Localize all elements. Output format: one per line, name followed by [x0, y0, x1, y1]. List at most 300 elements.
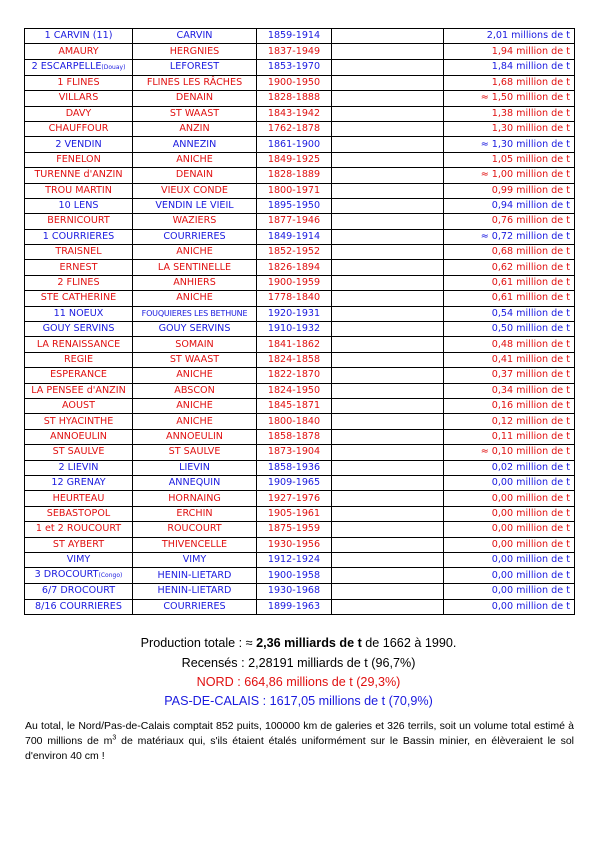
table-row — [25, 352, 575, 367]
pit-name-cell-text: CHAUFFOUR — [48, 123, 109, 135]
period-cell-text: 1852-1952 — [267, 246, 321, 258]
commune-cell — [133, 214, 257, 229]
pit-name-cell — [25, 398, 133, 413]
production-cell — [444, 44, 575, 59]
period-cell-text: 1845-1871 — [267, 400, 321, 412]
production-cell — [444, 121, 575, 136]
pit-name-cell-text: SEBASTOPOL — [46, 507, 111, 519]
cubic-superscript: 3 — [112, 734, 117, 742]
pit-name-cell-text: VIMY — [66, 554, 91, 566]
pit-name-cell — [25, 322, 133, 337]
commune-cell — [133, 506, 257, 521]
empty-cell — [332, 429, 444, 444]
production-cell — [444, 214, 575, 229]
production-cell-text: 0,00 million de t — [491, 585, 570, 597]
period-cell — [257, 229, 332, 244]
production-cell-text: 0,41 million de t — [491, 354, 570, 365]
pit-name-cell — [25, 306, 133, 321]
commune-cell — [133, 398, 257, 413]
period-cell — [257, 368, 332, 383]
commune-cell-text: THIVENCELLE — [161, 538, 228, 550]
pit-name-cell-text: TRAISNEL — [55, 246, 102, 258]
pit-name-cell-text: HEURTEAU — [52, 492, 105, 504]
period-cell-text: 1930-1968 — [267, 585, 321, 597]
pit-name-cell-text: ST AYBERT — [52, 538, 105, 550]
commune-cell-text: ANICHE — [176, 400, 213, 412]
production-cell-text: 0,99 million de t — [491, 184, 570, 196]
period-cell — [257, 275, 332, 290]
production-cell-text: 0,00 million de t — [491, 492, 570, 504]
table-row — [25, 337, 575, 352]
pit-name-cell-text: TURENNE d'ANZIN — [34, 169, 123, 181]
production-cell — [444, 322, 575, 337]
pit-name-cell — [25, 506, 133, 521]
commune-cell — [133, 491, 257, 506]
commune-cell-text: DENAIN — [175, 169, 214, 181]
production-cell — [444, 291, 575, 306]
period-cell-text: 1822-1870 — [267, 369, 321, 381]
pit-name-cell-text: LA RENAISSANCE — [36, 338, 121, 350]
production-cell-text: 0,02 million de t — [491, 461, 570, 473]
pit-name-cell — [25, 460, 133, 475]
commune-cell-text: SOMAIN — [175, 338, 214, 350]
empty-cell — [332, 121, 444, 136]
table-row — [25, 75, 575, 90]
table-row — [25, 522, 575, 537]
period-cell-text: 1899-1963 — [267, 600, 321, 612]
table-row — [25, 91, 575, 106]
production-cell-text: 0,50 million de t — [491, 323, 570, 335]
empty-cell — [332, 106, 444, 121]
period-cell — [257, 44, 332, 59]
production-cell — [444, 584, 575, 599]
production-cell — [444, 229, 575, 244]
empty-cell — [332, 245, 444, 260]
commune-cell-text: ANHIERS — [173, 277, 216, 289]
pit-name-cell — [25, 414, 133, 429]
production-cell-text: 0,00 million de t — [491, 538, 570, 550]
commune-cell — [133, 291, 257, 306]
period-cell-text: 1877-1946 — [267, 215, 321, 227]
pit-name-cell — [25, 75, 133, 90]
period-cell — [257, 398, 332, 413]
table-row — [25, 198, 575, 213]
empty-cell — [332, 475, 444, 490]
period-cell-text: 1905-1961 — [267, 507, 321, 519]
commune-cell — [133, 475, 257, 490]
commune-cell — [133, 429, 257, 444]
empty-cell — [332, 260, 444, 275]
production-cell-text: 0,00 million de t — [491, 523, 570, 535]
period-cell-text: 1912-1924 — [267, 554, 321, 566]
empty-cell — [332, 491, 444, 506]
production-cell-text: ≈ 0,72 million de t — [480, 230, 570, 242]
table-row — [25, 152, 575, 167]
mine-table-body — [25, 29, 575, 615]
empty-cell — [332, 29, 444, 44]
table-row — [25, 121, 575, 136]
period-cell — [257, 584, 332, 599]
pit-name-cell-text: AOUST — [62, 400, 95, 412]
period-cell-text: 1927-1976 — [267, 492, 321, 504]
table-row — [25, 368, 575, 383]
pit-name-cell — [25, 337, 133, 352]
commune-cell — [133, 599, 257, 614]
pit-name-cell-text: STE CATHERINE — [40, 292, 117, 304]
pit-name-cell — [25, 137, 133, 152]
pit-name-cell — [25, 198, 133, 213]
pit-name-cell-text: 11 NOEUX — [53, 307, 104, 319]
pit-name-cell — [25, 291, 133, 306]
period-cell — [257, 260, 332, 275]
period-cell — [257, 183, 332, 198]
period-cell-text: 1849-1914 — [267, 230, 321, 242]
commune-cell-text: CARVIN — [176, 30, 213, 42]
commune-cell-text: ST SAULVE — [168, 446, 221, 458]
pit-name-cell — [25, 584, 133, 599]
production-cell — [444, 183, 575, 198]
production-cell-text: 0,00 million de t — [491, 477, 570, 489]
period-cell — [257, 522, 332, 537]
table-row — [25, 59, 575, 75]
table-row — [25, 291, 575, 306]
pit-name-cell — [25, 59, 133, 75]
production-cell — [444, 137, 575, 152]
commune-cell-text: COURRIERES — [163, 600, 226, 612]
empty-cell — [332, 460, 444, 475]
pit-name-cell — [25, 352, 133, 367]
period-cell-text: 1853-1970 — [267, 61, 321, 73]
table-row — [25, 44, 575, 59]
table-row — [25, 245, 575, 260]
empty-cell — [332, 59, 444, 75]
commune-cell — [133, 168, 257, 183]
table-row — [25, 260, 575, 275]
commune-cell-text: ANICHE — [176, 292, 213, 304]
period-cell — [257, 552, 332, 567]
commune-cell-text: LEFOREST — [169, 61, 220, 73]
commune-cell — [133, 121, 257, 136]
period-cell — [257, 121, 332, 136]
pit-name-cell-text: ESPERANCE — [50, 369, 107, 381]
commune-cell — [133, 75, 257, 90]
production-cell — [444, 599, 575, 614]
pit-name-cell — [25, 168, 133, 183]
pit-name-cell — [25, 275, 133, 290]
empty-cell — [332, 552, 444, 567]
production-cell — [444, 506, 575, 521]
total-production-line — [0, 635, 597, 651]
commune-cell-text: WAZIERS — [172, 215, 217, 227]
pit-name-cell-text: 1 CARVIN (11) — [44, 30, 113, 42]
period-cell-text: 1841-1862 — [267, 338, 321, 350]
period-cell-text: 1875-1959 — [267, 523, 321, 535]
period-cell — [257, 198, 332, 213]
production-cell — [444, 198, 575, 213]
commune-cell — [133, 91, 257, 106]
commune-cell-text: ANICHE — [176, 369, 213, 381]
pit-name-cell — [25, 183, 133, 198]
period-cell — [257, 75, 332, 90]
table-row — [25, 568, 575, 584]
empty-cell — [332, 214, 444, 229]
pit-name-cell-text: DAVY — [65, 107, 92, 119]
commune-cell-text: HORNAING — [168, 492, 221, 504]
production-cell-text: 0,34 million de t — [491, 384, 570, 396]
table-row — [25, 106, 575, 121]
commune-cell — [133, 460, 257, 475]
empty-cell — [332, 368, 444, 383]
empty-cell — [332, 44, 444, 59]
empty-cell — [332, 383, 444, 398]
pit-name-cell — [25, 445, 133, 460]
commune-cell-text: ANNEQUIN — [168, 477, 221, 489]
table-row — [25, 460, 575, 475]
pit-name-cell — [25, 599, 133, 614]
pit-name-cell-text: ANNOEULIN — [50, 430, 107, 442]
pit-name-cell-text: ST SAULVE — [52, 446, 105, 458]
table-row — [25, 552, 575, 567]
table-row — [25, 322, 575, 337]
pit-name-cell — [25, 383, 133, 398]
pit-name-cell-text: REGIE — [63, 354, 94, 365]
period-cell — [257, 291, 332, 306]
production-cell-text: 1,38 million de t — [491, 107, 570, 119]
period-cell — [257, 429, 332, 444]
table-row — [25, 137, 575, 152]
pit-name-cell — [25, 260, 133, 275]
table-row — [25, 584, 575, 599]
production-cell-text: 0,00 million de t — [491, 507, 570, 519]
commune-cell — [133, 198, 257, 213]
table-row — [25, 29, 575, 44]
table-row — [25, 214, 575, 229]
commune-cell — [133, 352, 257, 367]
period-cell — [257, 152, 332, 167]
table-row — [25, 445, 575, 460]
production-cell-text: 0,12 million de t — [491, 415, 570, 427]
period-cell — [257, 460, 332, 475]
period-cell — [257, 537, 332, 552]
empty-cell — [332, 445, 444, 460]
period-cell — [257, 337, 332, 352]
empty-cell — [332, 537, 444, 552]
commune-cell-text: ANZIN — [179, 123, 210, 135]
period-cell — [257, 491, 332, 506]
period-cell-text: 1858-1936 — [267, 461, 321, 473]
pit-name-cell — [25, 121, 133, 136]
empty-cell — [332, 522, 444, 537]
pas-de-calais-total-line: PAS-DE-CALAIS : 1617,05 millions de t (70,9%) — [164, 694, 433, 708]
production-cell-text: 0,16 million de t — [491, 400, 570, 412]
production-cell-text: 0,61 million de t — [491, 277, 570, 289]
commune-cell-text: ANICHE — [176, 153, 213, 165]
pit-name-cell — [25, 44, 133, 59]
pit-name-cell — [25, 152, 133, 167]
production-cell-text: ≈ 1,00 million de t — [480, 169, 570, 181]
commune-cell — [133, 44, 257, 59]
production-cell — [444, 337, 575, 352]
commune-cell — [133, 106, 257, 121]
commune-cell — [133, 322, 257, 337]
commune-cell-text: ST WAAST — [169, 354, 220, 365]
production-cell — [444, 168, 575, 183]
commune-cell-text: DENAIN — [175, 92, 214, 104]
commune-cell-text: HENIN-LIETARD — [157, 585, 232, 597]
commune-cell — [133, 337, 257, 352]
pit-name-cell-text: 3 DROCOURT — [34, 569, 99, 581]
table-row — [25, 506, 575, 521]
empty-cell — [332, 506, 444, 521]
production-cell-text: 0,54 million de t — [491, 307, 570, 319]
pit-name-cell-text: 1 et 2 ROUCOURT — [35, 523, 122, 535]
pit-name-cell-text: 2 ESCARPELLE — [31, 60, 102, 72]
commune-cell — [133, 584, 257, 599]
empty-cell — [332, 275, 444, 290]
commune-cell-text: LA SENTINELLE — [157, 261, 232, 273]
commune-cell — [133, 260, 257, 275]
commune-cell-text: VIMY — [182, 554, 207, 566]
closing-paragraph-part1: Au total, le Nord/Pas-de-Calais comptait 852 puits, 100000 km de galeries et 326 terrils, soit un volume total estimé à 700 millions de m — [25, 720, 574, 747]
production-cell-text: 1,05 million de t — [491, 153, 570, 165]
pit-name-cell — [25, 537, 133, 552]
production-cell — [444, 91, 575, 106]
pit-name-cell-text: 2 VENDIN — [55, 138, 102, 150]
commune-cell-text: FLINES LES RÂCHES — [146, 76, 243, 88]
pit-name-cell-text: ST HYACINTHE — [43, 415, 114, 427]
commune-cell-text: ST WAAST — [169, 107, 220, 119]
period-cell — [257, 383, 332, 398]
period-cell — [257, 352, 332, 367]
production-cell-text: 0,62 million de t — [491, 261, 570, 273]
period-cell-text: 1837-1949 — [267, 45, 321, 57]
commune-cell — [133, 537, 257, 552]
production-cell — [444, 552, 575, 567]
production-cell-text: 0,37 million de t — [491, 369, 570, 381]
commune-cell — [133, 229, 257, 244]
pit-name-cell-text: 1 COURRIERES — [42, 230, 115, 242]
production-cell — [444, 522, 575, 537]
period-cell-text: 1826-1894 — [267, 261, 321, 273]
pit-name-cell-text: TROU MARTIN — [45, 184, 112, 196]
commune-cell-text: ANICHE — [176, 415, 213, 427]
table-row — [25, 475, 575, 490]
production-cell — [444, 260, 575, 275]
total-production-prefix: Production totale : ≈ — [140, 636, 257, 650]
commune-cell — [133, 183, 257, 198]
production-cell-text: 0,61 million de t — [491, 292, 570, 304]
mine-production-table — [24, 28, 575, 615]
commune-cell-text: HERGNIES — [169, 45, 220, 57]
production-cell-text: 1,30 million de t — [491, 123, 570, 135]
empty-cell — [332, 352, 444, 367]
period-cell — [257, 445, 332, 460]
commune-cell — [133, 59, 257, 75]
period-cell-text: 1900-1959 — [267, 277, 321, 289]
production-cell-text: 1,84 million de t — [491, 61, 570, 73]
empty-cell — [332, 599, 444, 614]
period-cell-text: 1858-1878 — [267, 430, 321, 442]
period-cell-text: 1909-1965 — [267, 477, 321, 489]
period-cell — [257, 414, 332, 429]
commune-cell — [133, 568, 257, 584]
commune-cell-text: ROUCOURT — [167, 523, 222, 535]
period-cell-text: 1861-1900 — [267, 138, 321, 150]
period-cell-text: 1800-1840 — [267, 415, 321, 427]
period-cell — [257, 137, 332, 152]
commune-cell-text: LIEVIN — [179, 461, 210, 473]
production-cell-text: 0,00 million de t — [491, 600, 570, 612]
production-cell — [444, 414, 575, 429]
commune-cell — [133, 383, 257, 398]
period-cell — [257, 214, 332, 229]
table-row — [25, 168, 575, 183]
pit-name-cell-text: BERNICOURT — [47, 215, 110, 227]
period-cell — [257, 599, 332, 614]
commune-cell — [133, 522, 257, 537]
table-row — [25, 383, 575, 398]
production-cell-text: 0,94 million de t — [491, 200, 570, 212]
commune-cell — [133, 414, 257, 429]
pit-name-cell — [25, 29, 133, 44]
commune-cell-text: ERCHIN — [176, 507, 213, 519]
pit-name-cell-text: 10 LENS — [58, 200, 99, 212]
commune-cell-text: ABSCON — [174, 384, 215, 396]
production-cell — [444, 152, 575, 167]
empty-cell — [332, 168, 444, 183]
table-row — [25, 429, 575, 444]
table-row — [25, 491, 575, 506]
period-cell-text: 1900-1950 — [267, 76, 321, 88]
empty-cell — [332, 306, 444, 321]
empty-cell — [332, 414, 444, 429]
pit-name-cell-text: 8/16 COURRIERES — [35, 600, 122, 612]
production-cell — [444, 568, 575, 584]
period-cell-text: 1762-1878 — [267, 123, 321, 135]
table-row — [25, 306, 575, 321]
production-cell-text: 0,76 million de t — [491, 215, 570, 227]
production-cell-text: 0,48 million de t — [491, 338, 570, 350]
empty-cell — [332, 229, 444, 244]
production-cell-text: 2,01 millions de t — [486, 30, 570, 42]
pit-name-cell — [25, 245, 133, 260]
pit-name-cell — [25, 552, 133, 567]
nord-total-line: NORD : 664,86 millions de t (29,3%) — [196, 675, 401, 689]
table-row — [25, 537, 575, 552]
period-cell-text: 1824-1950 — [267, 384, 321, 396]
period-cell-text: 1828-1888 — [267, 92, 321, 104]
commune-cell-text: COURRIERES — [163, 230, 226, 242]
table-row — [25, 229, 575, 244]
production-cell — [444, 306, 575, 321]
period-cell — [257, 168, 332, 183]
production-cell-text: 1,94 million de t — [491, 45, 570, 57]
commune-cell — [133, 368, 257, 383]
empty-cell — [332, 198, 444, 213]
period-cell-text: 1859-1914 — [267, 30, 321, 42]
period-cell-text: 1828-1889 — [267, 169, 321, 181]
empty-cell — [332, 137, 444, 152]
production-cell-text: ≈ 1,30 million de t — [480, 138, 570, 150]
empty-cell — [332, 568, 444, 584]
empty-cell — [332, 183, 444, 198]
commune-cell-text: ANNEZIN — [172, 138, 217, 150]
production-cell-text: ≈ 1,50 million de t — [480, 92, 570, 104]
production-cell — [444, 275, 575, 290]
pit-name-cell-text: ERNEST — [59, 261, 98, 273]
empty-cell — [332, 322, 444, 337]
commune-cell — [133, 275, 257, 290]
